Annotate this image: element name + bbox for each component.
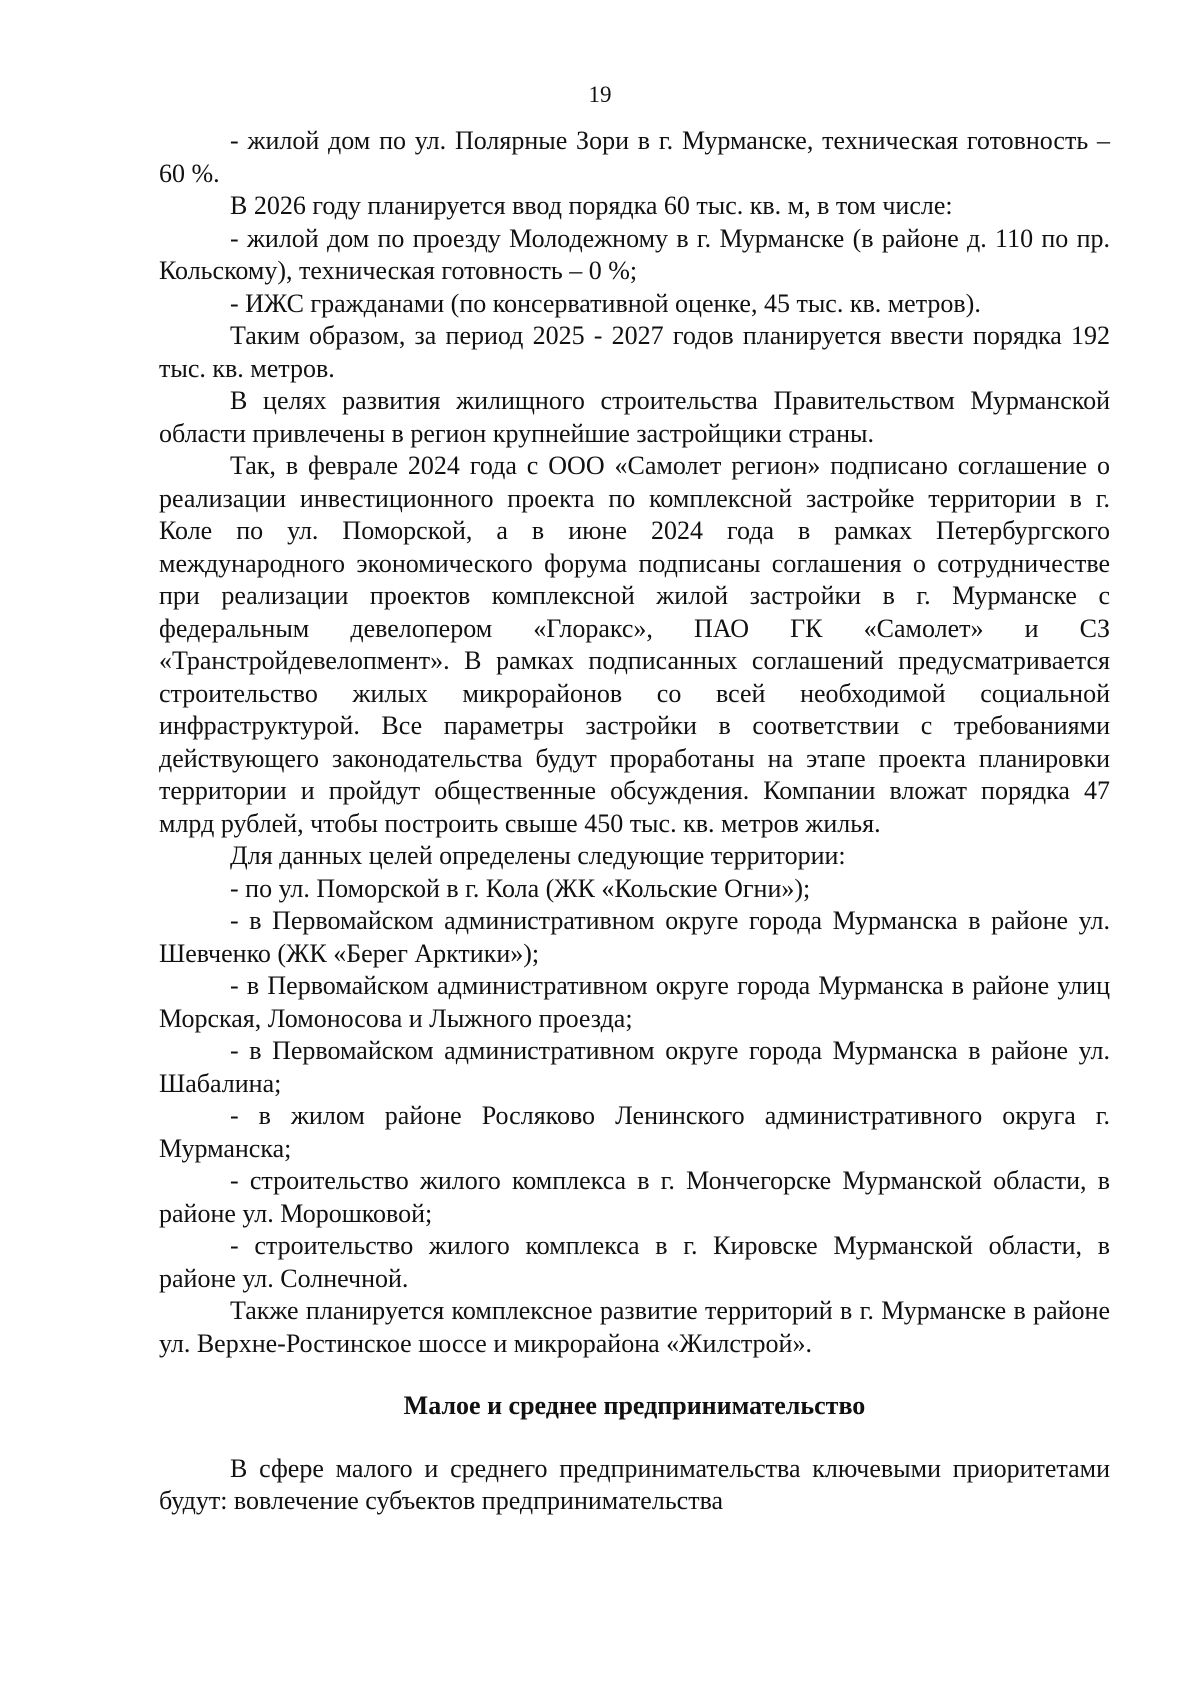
paragraph: Таким образом, за период 2025 - 2027 годов планируется ввести порядка 192 тыс. кв. метров. [159, 321, 1110, 383]
paragraph: Так, в феврале 2024 года с ООО «Самолет регион» подписано соглашение о реализации инвестиционного проекта по комплексной застройке территории в г. Коле по ул. Поморской, а в июне 2024 года в рамках Петербургского международного экономического форума подписаны соглашения о сотрудничестве при реализации проектов комплексной жилой застройки в г. Мурманске с федеральным девелопером «Глоракс», ПАО ГК «Самолет» и СЗ «Транстройдевелопмент». В рамках подписанных соглашений предусматривается строительство жилых микрорайонов со всей необходимой социальной инфраструктурой. Все параметры застройки в соответствии с требованиями действующего законодательства будут проработаны на этапе проекта планировки территории и пройдут общественные обсуждения. Компании вложат порядка 47 млрд рублей, чтобы построить свыше 450 тыс. кв. метров жилья. [159, 451, 1110, 838]
list-item: - в Первомайском административном округе города Мурманска в районе улиц Морская, Ломоносова и Лыжного проезда; [159, 971, 1110, 1033]
page-number: 19 [588, 82, 612, 107]
section-heading: Малое и среднее предпринимательство [403, 1391, 866, 1420]
paragraph: В сфере малого и среднего предпринимательства ключевыми приоритетами будут: вовлечение субъектов предпринимательства [159, 1453, 1110, 1515]
list-item: - в Первомайском административном округе города Мурманска в районе ул. Шабалина; [159, 1036, 1110, 1098]
list-item: - в Первомайском административном округе города Мурманска в районе ул. Шевченко (ЖК «Берег Арктики»); [159, 906, 1110, 968]
list-item: - строительство жилого комплекса в г. Мончегорске Мурманской области, в районе ул. Морошковой; [159, 1166, 1110, 1228]
paragraph: В целях развития жилищного строительства Правительством Мурманской области привлечены в регион крупнейшие застройщики страны. [159, 386, 1110, 448]
paragraph: Для данных целей определены следующие территории: [230, 841, 846, 870]
list-item: - в жилом районе Росляково Ленинского административного округа г. Мурманска; [159, 1101, 1110, 1163]
list-item: - по ул. Поморской в г. Кола (ЖК «Кольские Огни»); [230, 873, 811, 903]
paragraph: В 2026 году планируется ввод порядка 60 тыс. кв. м, в том числе: [230, 191, 953, 220]
paragraph: - жилой дом по ул. Полярные Зори в г. Мурманске, техническая готовность – 60 %. [159, 126, 1110, 188]
paragraph: Также планируется комплексное развитие территорий в г. Мурманске в районе ул. Верхне-Ростинское шоссе и микрорайона «Жилстрой». [159, 1296, 1110, 1358]
document-body [159, 125, 1110, 1518]
paragraph: - жилой дом по проезду Молодежному в г. Мурманске (в районе д. 110 по пр. Кольскому), техническая готовность – 0 %; [159, 223, 1110, 285]
paragraph: - ИЖС гражданами (по консервативной оценке, 45 тыс. кв. метров). [230, 288, 981, 318]
list-item: - строительство жилого комплекса в г. Кировске Мурманской области, в районе ул. Солнечной. [159, 1231, 1110, 1293]
